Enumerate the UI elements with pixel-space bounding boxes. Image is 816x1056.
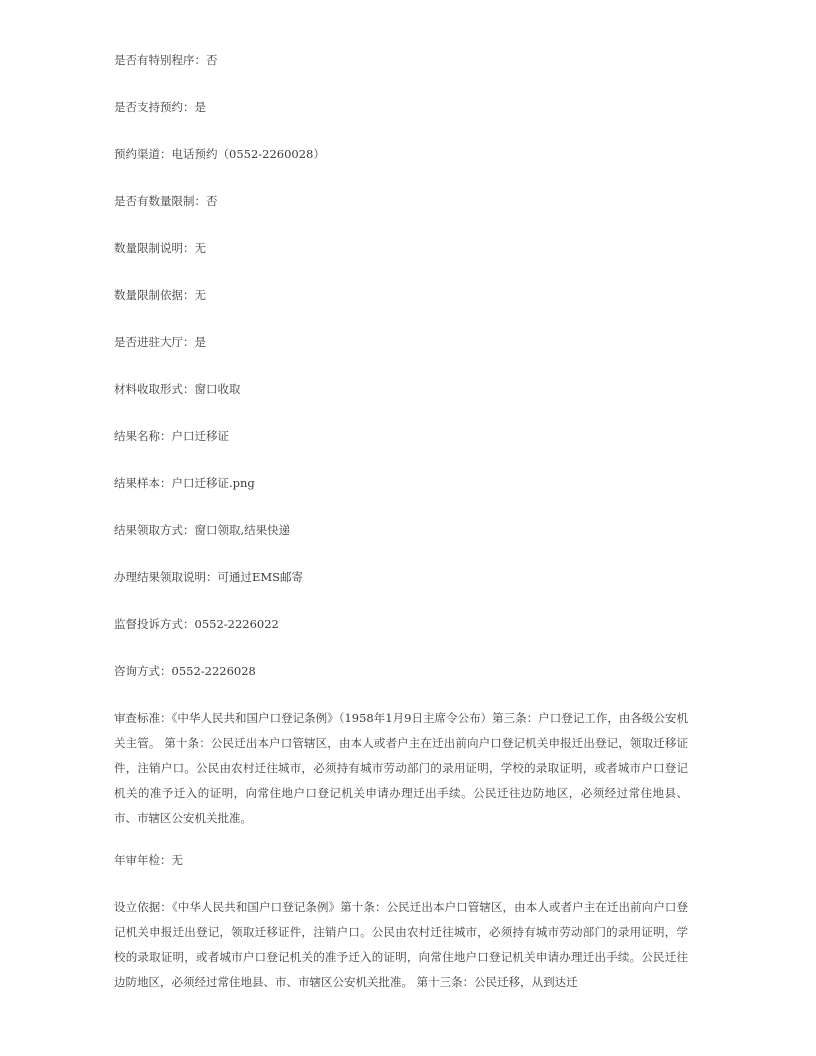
field-separator: ： — [183, 335, 195, 349]
field-separator: ： — [160, 900, 172, 914]
review-standard-label: 审查标准 — [114, 711, 161, 725]
field-consultation-contact — [114, 662, 688, 681]
field-label: 监督投诉方式 — [114, 617, 183, 631]
field-separator: ： — [160, 853, 172, 867]
field-label: 预约渠道 — [114, 147, 160, 161]
field-result-sample — [114, 474, 688, 493]
field-value: 无 — [194, 288, 206, 302]
review-standard-paragraph — [114, 706, 688, 831]
field-value: 无 — [171, 853, 183, 867]
field-separator: ： — [160, 476, 172, 490]
field-result-name — [114, 427, 688, 446]
field-label: 咨询方式 — [114, 664, 160, 678]
field-value: 户口迁移证.png — [171, 476, 255, 490]
field-label: 数量限制依据 — [114, 288, 183, 302]
field-separator: ： — [160, 147, 172, 161]
field-label: 是否进驻大厅 — [114, 335, 183, 349]
field-value: 窗口领取,结果快递 — [194, 523, 291, 537]
field-annual-review — [114, 851, 688, 870]
field-value: 可通过EMS邮寄 — [217, 570, 304, 584]
field-value: 0552-2226022 — [194, 617, 279, 631]
field-label: 结果样本 — [114, 476, 160, 490]
field-value: 无 — [194, 241, 206, 255]
field-separator: ： — [183, 100, 195, 114]
field-complaint-contact — [114, 615, 688, 634]
review-standard-text: 《中华人民共和国户口登记条例》（1958年1月9日主席令公布）第三条：户口登记工作，由各级公安机关主管。 第十条：公民迁出本户口管辖区，由本人或者户主在迁出前向户口登记机关申报迁出登记，领取迁移证件，注销户口。公民由农村迁往城市，必须持有城市劳动部门的录用证明，学校的录取证明，或者城市户口登记机关的准予迁入的证明，向常住地户口登记机关申请办理迁出手续。公民迁往边防地区，必须经过常住地县、市、市辖区公安机关批准。 — [114, 711, 689, 825]
field-quantity-limit-note — [114, 239, 688, 258]
field-label: 数量限制说明 — [114, 241, 183, 255]
field-special-procedure — [114, 51, 688, 70]
field-quantity-limit-basis — [114, 286, 688, 305]
field-separator: ： — [206, 570, 218, 584]
field-separator: ： — [183, 288, 195, 302]
field-label: 是否支持预约 — [114, 100, 183, 114]
legal-basis-paragraph — [114, 895, 688, 995]
field-value: 0552-2226028 — [171, 664, 256, 678]
field-result-pickup-note — [114, 568, 688, 587]
field-separator: ： — [194, 194, 206, 208]
field-value: 电话预约（0552-2260028） — [171, 147, 325, 161]
field-label: 材料收取形式 — [114, 382, 183, 396]
field-label: 办理结果领取说明 — [114, 570, 206, 584]
field-separator: ： — [183, 382, 195, 396]
field-value: 否 — [206, 53, 218, 67]
field-supports-appointment — [114, 98, 688, 117]
legal-basis-text: 《中华人民共和国户口登记条例》第十条：公民迁出本户口管辖区，由本人或者户主在迁出前向户口登记机关申报迁出登记，领取迁移证件，注销户口。公民由农村迁往城市，必须持有城市劳动部门的录用证明，学校的录取证明，或者城市户口登记机关的准予迁入的证明，向常住地户口登记机关申请办理迁出手续。公民迁往边防地区，必须经过常住地县、市、市辖区公安机关批准。 第十三条：公民迁移，从到达迁 — [114, 900, 689, 989]
field-label: 是否有数量限制 — [114, 194, 195, 208]
field-separator: ： — [183, 617, 195, 631]
field-in-service-hall — [114, 333, 688, 352]
field-value: 是 — [194, 100, 206, 114]
field-separator: ： — [160, 429, 172, 443]
field-label: 结果名称 — [114, 429, 160, 443]
legal-basis-label: 设立依据 — [114, 900, 161, 914]
field-result-pickup-method — [114, 521, 688, 540]
field-separator: ： — [160, 664, 172, 678]
field-value: 是 — [194, 335, 206, 349]
field-separator: ： — [183, 241, 195, 255]
field-appointment-channel — [114, 145, 688, 164]
field-label: 年审年检 — [114, 853, 160, 867]
document-content — [114, 51, 688, 1015]
field-quantity-limit — [114, 192, 688, 211]
field-value: 窗口收取 — [194, 382, 241, 396]
field-label: 是否有特别程序 — [114, 53, 195, 67]
field-value: 户口迁移证 — [171, 429, 229, 443]
field-separator: ： — [160, 711, 172, 725]
field-separator: ： — [194, 53, 206, 67]
field-separator: ： — [183, 523, 195, 537]
field-value: 否 — [206, 194, 218, 208]
field-label: 结果领取方式 — [114, 523, 183, 537]
field-material-collection — [114, 380, 688, 399]
